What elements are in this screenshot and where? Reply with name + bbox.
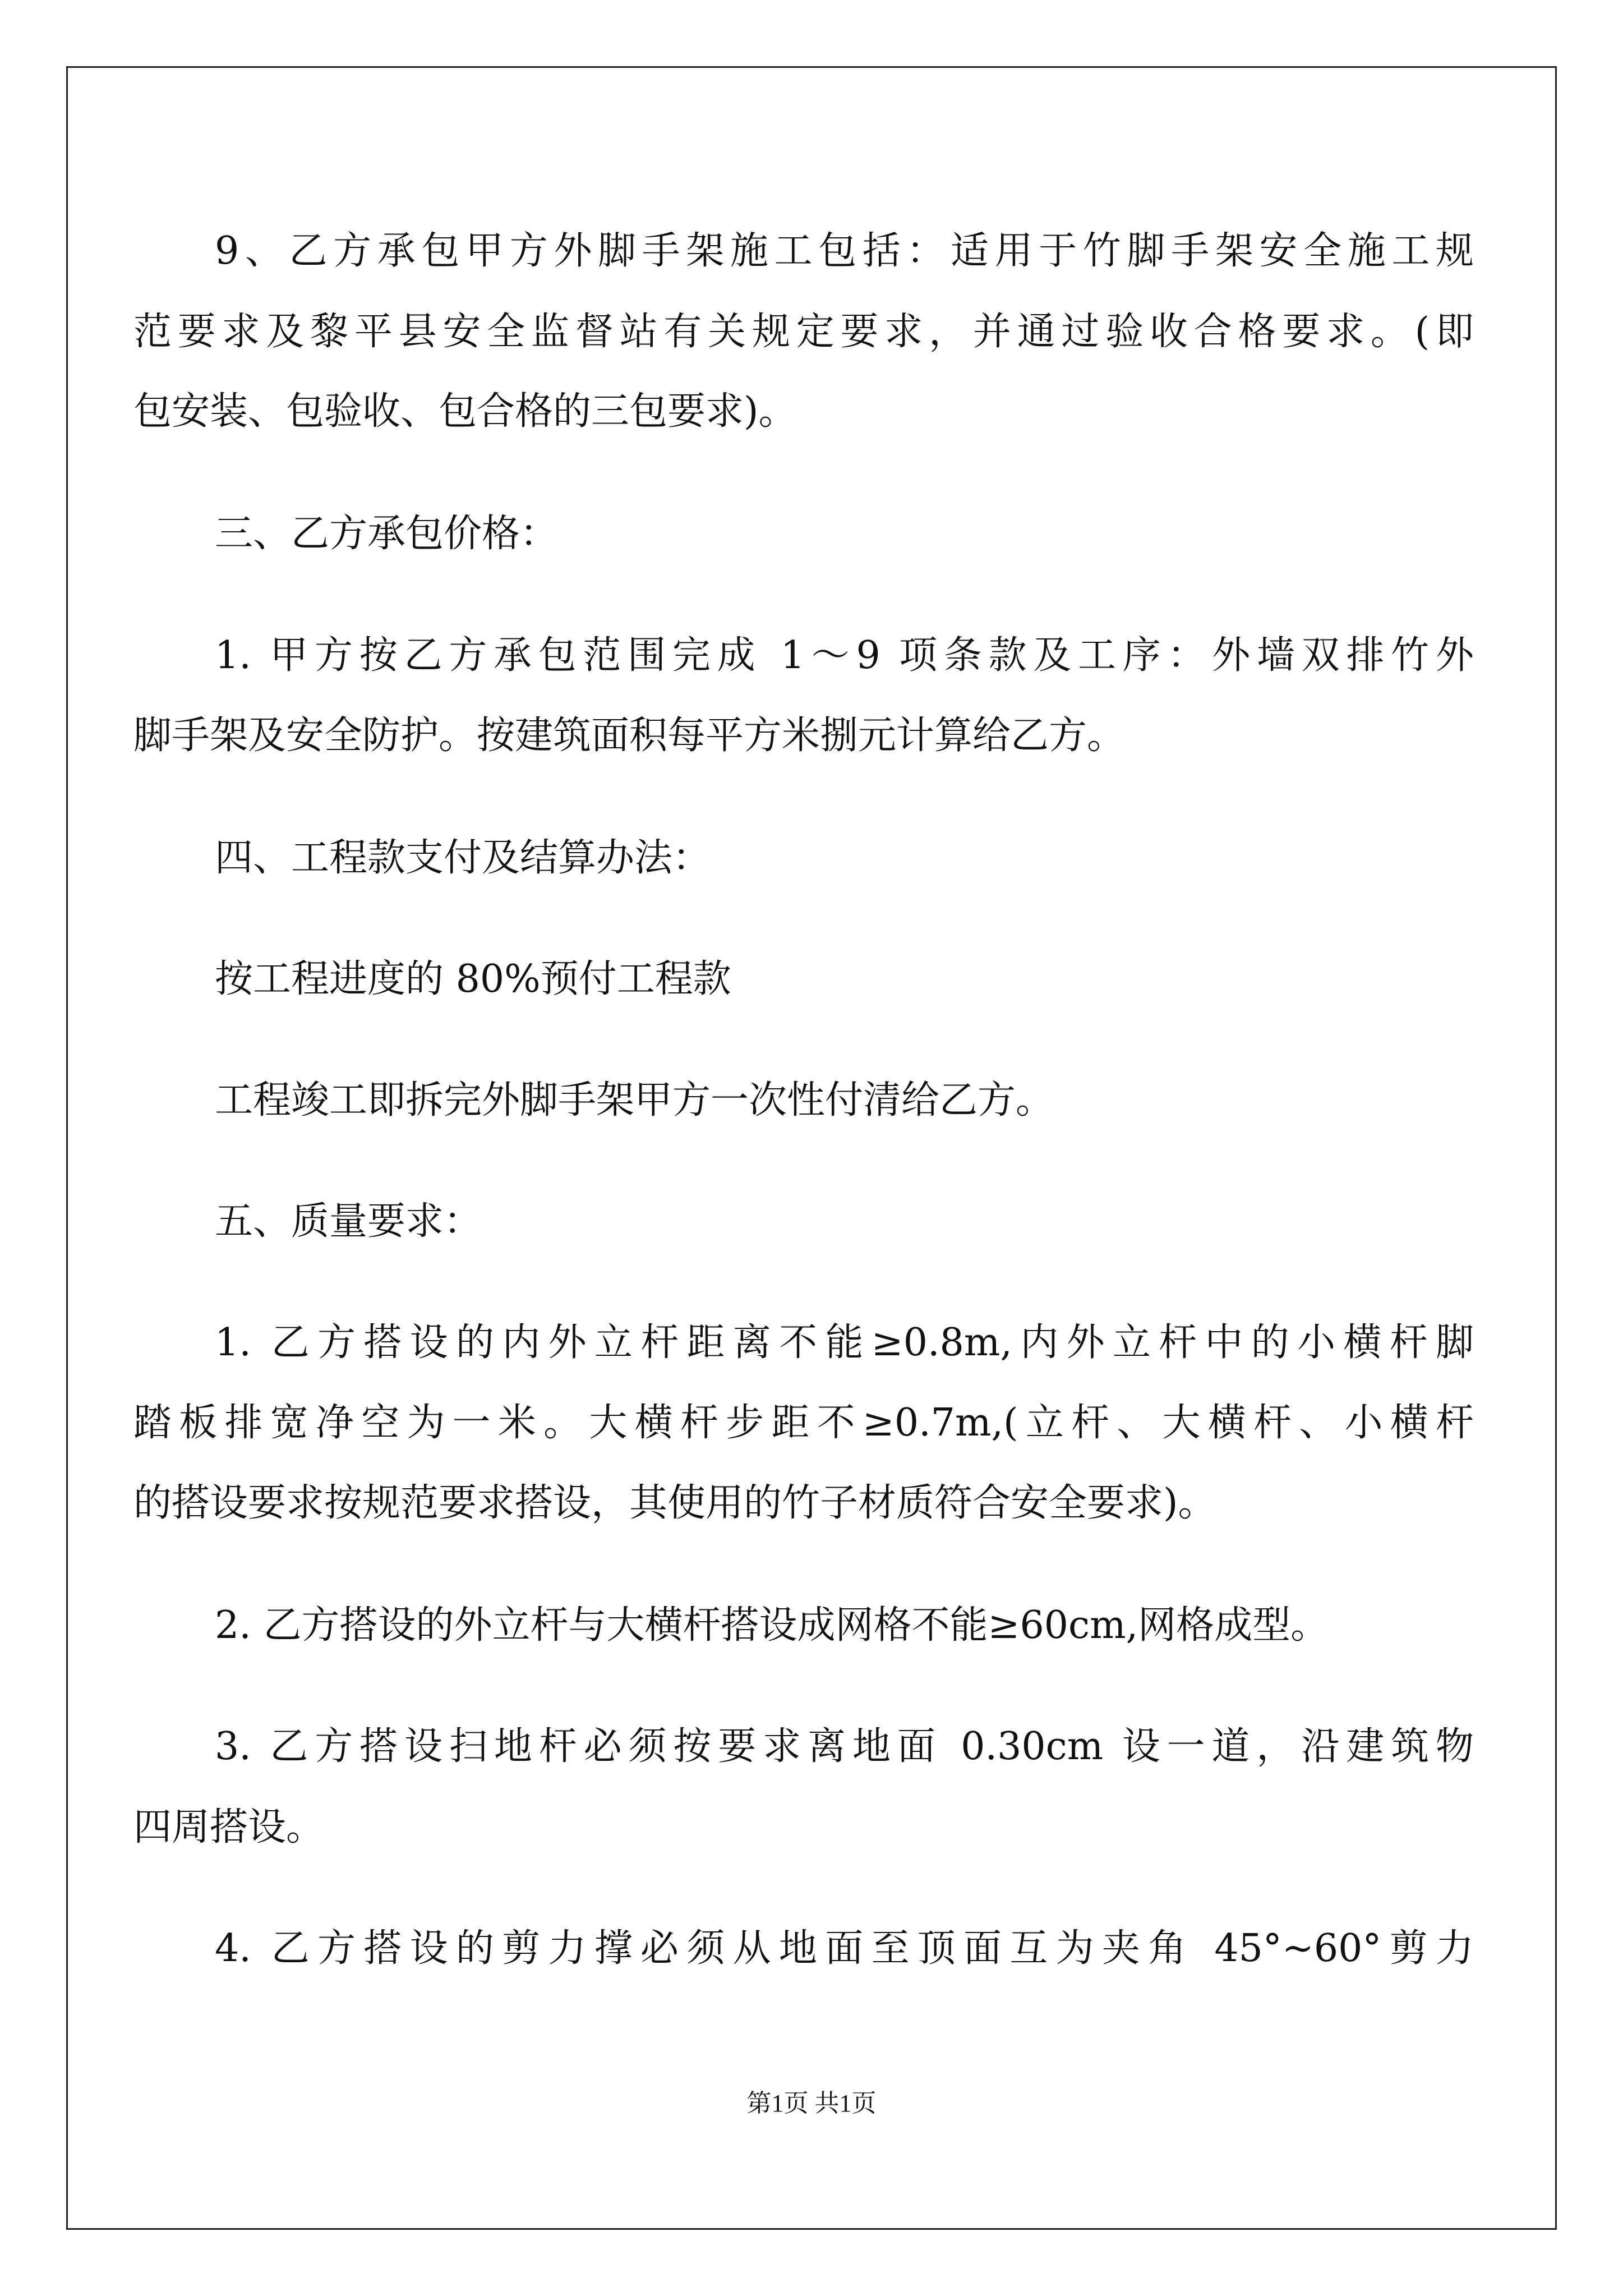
paragraph-line: 脚手架及安全防护。按建筑面积每平方米捌元计算给乙方。: [133, 714, 1126, 758]
paragraph-line: 工程竣工即拆完外脚手架甲方一次性付清给乙方。: [215, 1078, 1054, 1122]
paragraph-line: 范要求及黎平县安全监督站有关规定要求，并通过验收合格要求。(即: [133, 310, 1474, 354]
section-heading: 五、质量要求：: [215, 1199, 482, 1244]
page-number-footer: 第1页 共1页: [746, 2090, 877, 2117]
paragraph-line: 踏板排宽净空为一米。大横杆步距不≥0.7m,(立杆、大横杆、小横杆: [133, 1401, 1474, 1445]
paragraph-line: 1. 甲方按乙方承包范围完成 1～9 项条款及工序：外墙双排竹外: [215, 633, 1474, 678]
paragraph-line: 9、乙方承包甲方外脚手架施工包括：适用于竹脚手架安全施工规: [215, 229, 1474, 273]
section-heading: 三、乙方承包价格：: [215, 512, 559, 556]
paragraph-line: 的搭设要求按规范要求搭设，其使用的竹子材质符合安全要求)。: [133, 1481, 1216, 1525]
section-heading: 四、工程款支付及结算办法：: [215, 836, 711, 880]
paragraph-line: 包安装、包验收、包合格的三包要求)。: [133, 389, 797, 434]
paragraph-line: 4. 乙方搭设的剪力撑必须从地面至顶面互为夹角 45°~60°剪力: [215, 1926, 1474, 1971]
paragraph-line: 2. 乙方搭设的外立杆与大横杆搭设成网格不能≥60cm,网格成型。: [215, 1603, 1329, 1648]
paragraph-line: 四周搭设。: [133, 1805, 325, 1849]
paragraph-line: 1. 乙方搭设的内外立杆距离不能≥0.8m,内外立杆中的小横杆脚: [215, 1320, 1474, 1365]
paragraph-line: 3. 乙方搭设扫地杆必须按要求离地面 0.30cm 设一道，沿建筑物: [215, 1724, 1474, 1769]
paragraph-line: 按工程进度的 80%预付工程款: [215, 957, 731, 1001]
